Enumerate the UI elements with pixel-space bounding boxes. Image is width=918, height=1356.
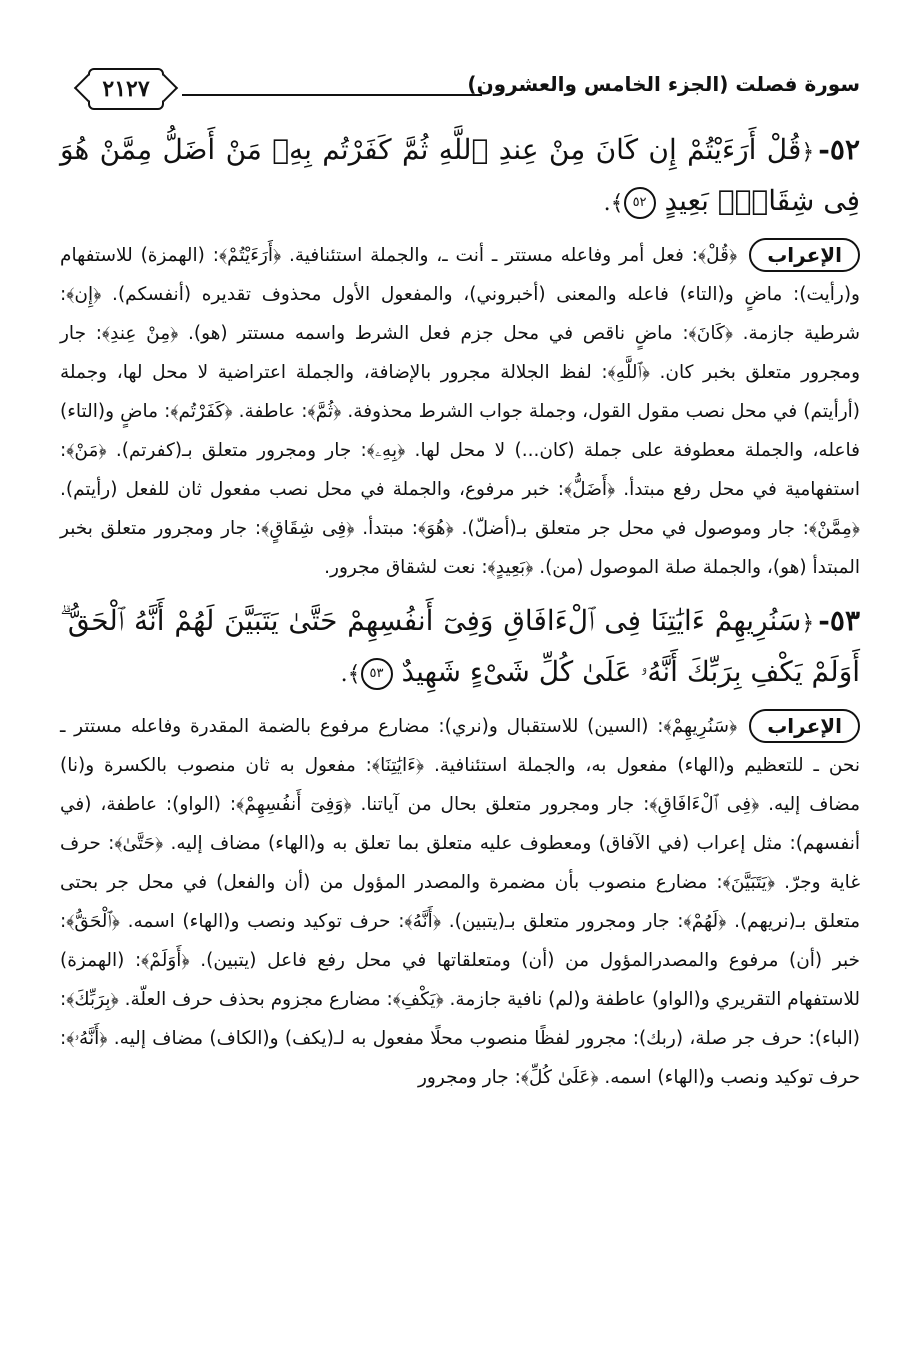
verse-number: ٥٣- [818, 604, 860, 637]
page-title: سورة فصلت (الجزء الخامس والعشرون) [467, 72, 860, 96]
irab-label: الإعراب [749, 238, 860, 272]
irab-text: ﴿سَنُرِيهِمْ﴾: (السين) للاستقبال و(نري): مضارع مرفوع بالضمة المقدرة وفاعله مستتر ـ نحن ـ للتعظيم و(الهاء) مفعول به، والجملة استئنافية. ﴿ءَايَٰتِنَا﴾: مفعول به ثان منصوب بالكسرة و(نا) مضاف إليه. ﴿فِى ٱلْءَافَاقِ﴾: جار ومجرور متعلق بحال من آياتنا. ﴿وَفِىٓ أَنفُسِهِمْ﴾: (الواو): عاطفة، (في أنفسهم): مثل إعراب (في الآفاق) ومعطوف عليه متعلق بما تعلق به و(الهاء) مضاف إليه. ﴿حَتَّىٰ﴾: حرف غاية وجرّ. ﴿يَتَبَيَّنَ﴾: مضارع منصوب بأن مضمرة والمصدر المؤول من (أن والفعل) في محل جر بحتى متعلق بـ(نريهم). ﴿لَهُمْ﴾: جار ومجرور متعلق بـ(يتبين). ﴿أَنَّهُ﴾: حرف توكيد ونصب و(الهاء) اسمه. ﴿ٱلْحَقُّ﴾: خبر (أن) مرفوع والمصدرالمؤول من (أن) ومتعلقاتها في محل رفع فاعل (يتبين). ﴿أَوَلَمْ﴾: (الهمزة) للاستفهام التقريري و(الواو) عاطفة و(لم) نافية جازمة. ﴿يَكْفِ﴾: مضارع مجزوم بحذف حرف العلّة. ﴿بِرَبِّكَ﴾: (الباء): حرف جر صلة، (ربك): مجرور لفظًا منصوب محلًا مفعول به لـ(يكف) و(الكاف) مضاف إليه. ﴿أَنَّهُۥ﴾: حرف توكيد ونصب و(الهاء) اسمه. ﴿عَلَىٰ كُلِّ﴾: جار ومجرور [60, 716, 860, 1088]
verse-open-bracket: ﴿ [801, 140, 815, 165]
ayah-number-marker: ٥٢ [624, 187, 656, 219]
verse-53 [60, 597, 860, 699]
page-header [60, 60, 860, 124]
irab-text: ﴿قُلْ﴾: فعل أمر وفاعله مستتر ـ أنت ـ، والجملة استئنافية. ﴿أَرَءَيْتُمْ﴾: (الهمزة) للاستفهام و(رأيت): ماضٍ و(التاء) فاعله والمعنى (أخبروني)، والمفعول الأول محذوف تقديره (أنفسكم). ﴿إِن﴾: شرطية جازمة. ﴿كَانَ﴾: ماضٍ ناقص في محل جزم فعل الشرط واسمه مستتر (هو). ﴿مِنْ عِندِ﴾: جار ومجرور متعلق بخبر كان. ﴿ٱللَّهِ﴾: لفظ الجلالة مجرور بالإضافة، والجملة اعتراضية لا محل لها، وجملة (أرأيتم) في محل نصب مقول القول، وجملة جواب الشرط محذوفة. ﴿ثُمَّ﴾: عاطفة. ﴿كَفَرْتُم﴾: ماضٍ و(التاء) فاعله، والجملة معطوفة على جملة (كان...) لا محل لها. ﴿بِهِۦ﴾: جار ومجرور متعلق بـ(كفرتم). ﴿مَنْ﴾: استفهامية في محل رفع مبتدأ. ﴿أَضَلُّ﴾: خبر مرفوع، والجملة في محل نصب مفعول ثان للفعل (رأيتم). ﴿مِمَّنْ﴾: جار وموصول في محل جر متعلق بـ(أضلّ). ﴿هُوَ﴾: مبتدأ. ﴿فِى شِقَاقٍ﴾: جار ومجرور متعلق بخبر المبتدأ (هو)، والجملة صلة الموصول (من). ﴿بَعِيدٍ﴾: نعت لشقاق مجرور. [60, 245, 860, 578]
header-divider [182, 94, 482, 96]
irab-section-53 [60, 707, 860, 1097]
verse-close-bracket: ﴾. [340, 662, 361, 687]
verse-close-bracket: ﴾. [603, 191, 624, 216]
verse-text: قُلْ أَرَءَيْتُمْ إِن كَانَ مِنْ عِندِ ٱللَّهِ ثُمَّ كَفَرْتُم بِهِۦ مَنْ أَضَلُّ مِمَّنْ هُوَ فِى شِقَاقٍۭ بَعِيدٍ [60, 133, 860, 217]
irab-label: الإعراب [749, 709, 860, 743]
irab-section-52 [60, 236, 860, 587]
ayah-number-marker: ٥٣ [361, 658, 393, 690]
page-number: ٢١٢٧ [88, 68, 164, 110]
verse-number: ٥٢- [818, 133, 860, 166]
verse-open-bracket: ﴿ [801, 611, 815, 636]
book-page [60, 60, 860, 1107]
verse-52 [60, 126, 860, 228]
verse-text: سَنُرِيهِمْ ءَايَٰتِنَا فِى ٱلْءَافَاقِ وَفِىٓ أَنفُسِهِمْ حَتَّىٰ يَتَبَيَّنَ لَهُمْ أَنَّهُ ٱلْحَقُّ ۗ أَوَلَمْ يَكْفِ بِرَبِّكَ أَنَّهُۥ عَلَىٰ كُلِّ شَىْءٍ شَهِيدٌ [60, 604, 860, 688]
